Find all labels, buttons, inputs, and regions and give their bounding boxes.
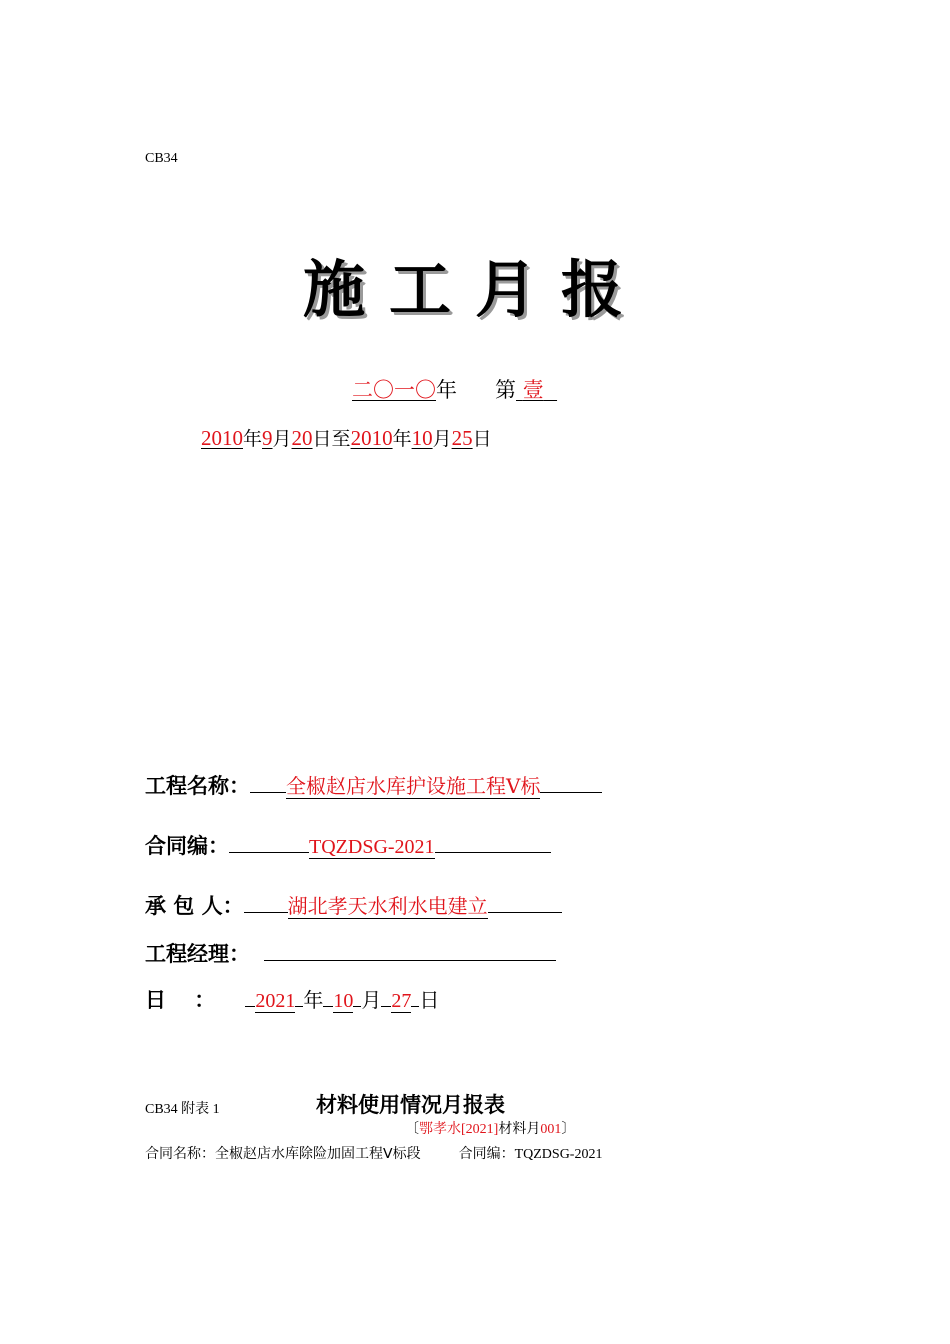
period-value: 壹 xyxy=(522,378,544,402)
date-day: 27 xyxy=(391,990,412,1012)
unit-month: 月 xyxy=(361,990,382,1012)
ref-prefix: 鄂孝水 xyxy=(419,1122,461,1137)
project-name-field xyxy=(145,770,602,800)
contract-no-label: 合同编： xyxy=(145,834,229,858)
project-name-value: 全椒赵店水库护设施工程Ⅴ标 xyxy=(286,776,541,798)
year-text: 二〇一〇 xyxy=(352,378,436,402)
report-title: 材料使用情况月报表 xyxy=(316,1093,505,1117)
date-range-line xyxy=(201,424,492,451)
date-field xyxy=(145,984,439,1014)
unit-month: 月 xyxy=(432,428,452,450)
manager-field xyxy=(145,938,556,968)
unit-day: 日 xyxy=(419,990,440,1012)
period-prefix: 第 xyxy=(495,378,516,402)
unit-day: 日 xyxy=(472,428,492,450)
appendix-code: CB34 附表 1 xyxy=(145,1102,220,1117)
contract-info-line xyxy=(145,1143,602,1163)
start-day: 20 xyxy=(291,426,313,450)
main-title: 施工月报 xyxy=(302,253,647,326)
contractor-field xyxy=(145,890,562,920)
ref-num: 001 xyxy=(540,1122,562,1137)
start-month: 9 xyxy=(262,426,273,450)
project-name-label: 工程名称： xyxy=(145,774,250,798)
contractor-label: 承 包 人： xyxy=(145,894,244,918)
contractor-value: 湖北孝天水利水电建立 xyxy=(287,896,488,918)
manager-label: 工程经理： xyxy=(145,942,250,966)
end-day: 25 xyxy=(451,426,473,450)
contract-no-field xyxy=(145,830,551,860)
reference-number: 〔鄂孝水[2021]材料月001〕 xyxy=(405,1122,576,1137)
contract-number: 合同编：TQZDSG-2021 xyxy=(458,1147,603,1162)
year-period-line xyxy=(352,374,557,404)
year-suffix: 年 xyxy=(436,378,457,402)
end-year: 2010 xyxy=(350,426,393,450)
ref-mid: 材料月 xyxy=(498,1122,541,1137)
end-month: 10 xyxy=(411,426,433,450)
date-year: 2021 xyxy=(255,990,296,1012)
unit-year: 年 xyxy=(303,990,324,1012)
contract-name: 合同名称：全椒赵店水库除险加固工程Ⅴ标段 xyxy=(145,1147,421,1162)
start-year: 2010 xyxy=(201,426,243,450)
unit-day: 日 xyxy=(312,428,332,450)
ref-year: [2021] xyxy=(461,1122,499,1137)
unit-year: 年 xyxy=(392,428,412,450)
contract-no-value: TQZDSG-2021 xyxy=(309,836,435,858)
form-code: CB34 xyxy=(145,151,178,166)
unit-month: 月 xyxy=(272,428,292,450)
to-text: 至 xyxy=(331,428,351,450)
date-month: 10 xyxy=(333,990,354,1012)
date-label: 日 ： xyxy=(145,988,216,1012)
unit-year: 年 xyxy=(243,428,263,450)
